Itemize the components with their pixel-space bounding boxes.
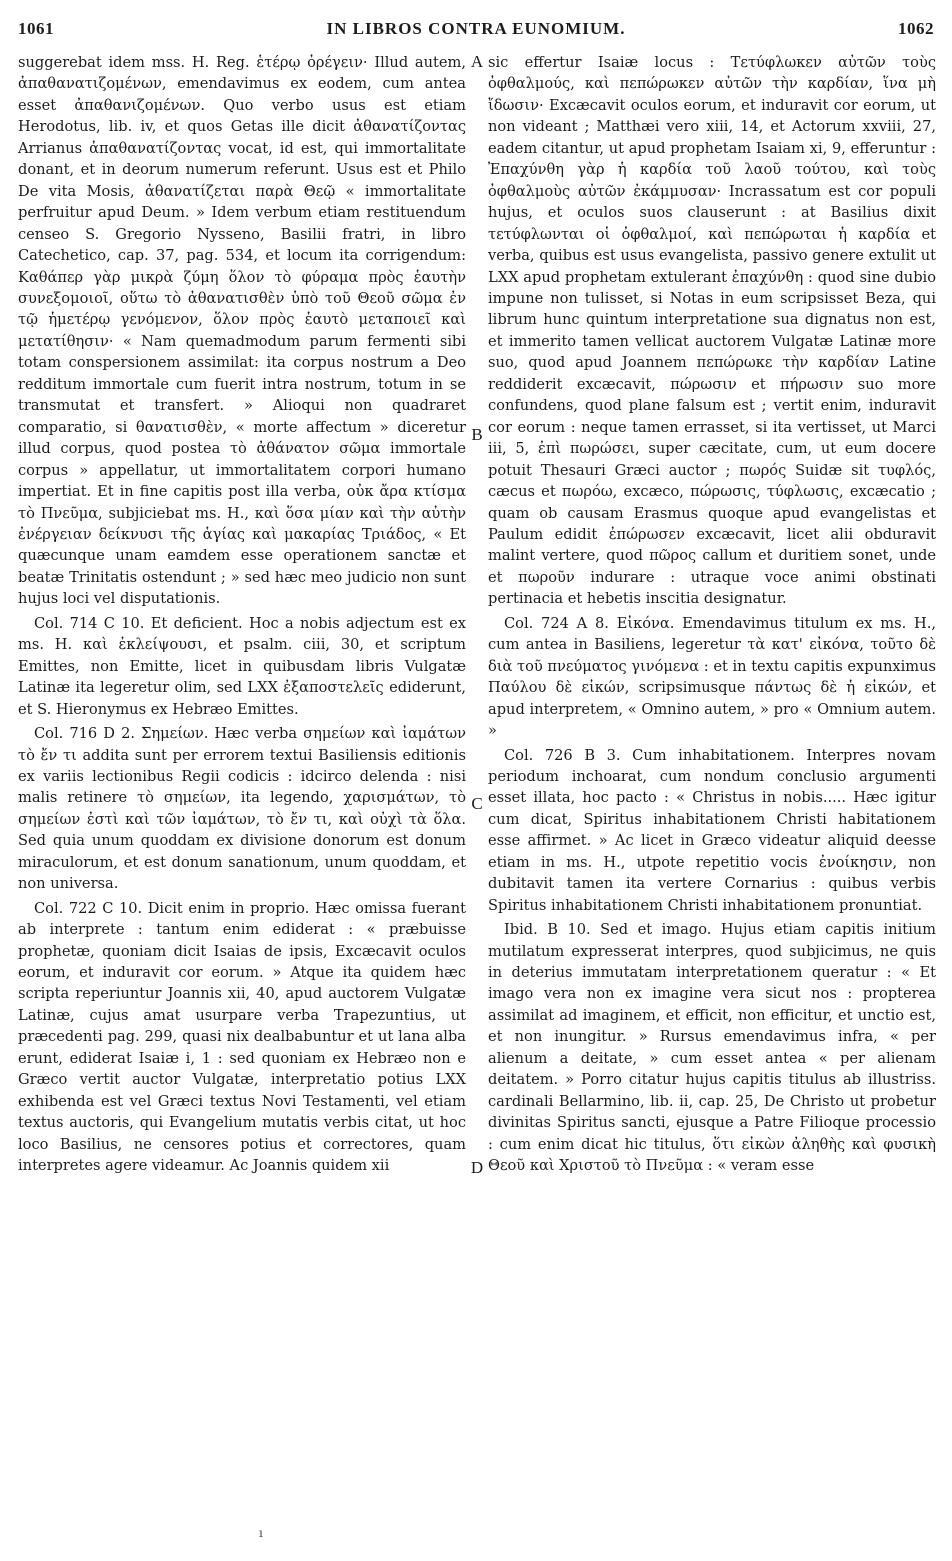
margin-letter-b: B	[471, 425, 483, 444]
left-paragraph-4: Col. 722 C 10. Dicit enim in proprio. Hæc omissa fuerant ab interprete : tantum enim ediderat : « præbuisse prophetæ, quoniam dicit Isaias de ipsis, Excæcavit oculos eorum, et induravit cor eorum. » Atque ita quidem hæc scripta reperiuntur Joannis xii, 40, apud auctorem Vulgatæ Latinæ, cujus amat usurpare verba Trapezuntius, ut præcedenti pag. 299, quasi nix dealbabuntur et ut lana alba erunt, ediderat Isaiæ i, 1 : sed quoniam ex Hebræo non e Græco vertit auctor Vulgatæ, interpretatio potius LXX exhibenda est vel Græci textus Novi Testamenti, vel etiam textus auctoris, qui Evangelium mutatis verbis citat, ut hoc loco Basilius, ne censores potius et correctores, quam interpretes agere videamur. Ac Joannis quidem xii	[18, 899, 466, 1175]
margin-letter-d: D	[470, 1158, 484, 1177]
right-column	[488, 52, 936, 1177]
left-paragraph-1: suggerebat idem mss. H. Reg. ἑτέρῳ ὀρέγειν· Illud autem, ἀπαθανατιζομένων, emendavimus ex eodem, cum antea esset ἀπαθανιζομένων. Quo verbo usus est etiam Herodotus, lib. iv, et quos Getas ille dicit ἀθανατίζοντας Arrianus ἀπαθανατίζοντας vocat, id est, qui immortalitate donant, et in deorum numerum referunt. Usus est et Philo De vita Mosis, ἀθανατίζεται παρὰ Θεῷ « immortalitate perfruitur apud Deum. » Idem verbum etiam restituendum censeo S. Gregorio Nysseno, Basilii fratri, in libro Catechetico, cap. 37, pag. 534, et locum ita corrigendum: Καθάπερ γὰρ μικρὰ ζύμη ὅλον τὸ φύραμα πρὸς ἑαυτὴν συνεξομοιοῖ, οὕτω τὸ ἀθανατισθὲν ὑπὸ τοῦ Θεοῦ σῶμα ἐν τῷ ἡμετέρῳ γενόμενον, ὅλον πρὸς ἑαυτὸ μεταποιεῖ καὶ μετατίθησιν· « Nam quemadmodum parum fermenti sibi totam conspersionem assimilat: ita corpus nostrum a Deo redditum immortale cum fuerit intra nostrum, totum in se transmutat et transfert. » Alioqui non quadraret comparatio, si θανατισθὲν, « morte affectum » diceretur illud corpus, quod postea τὸ ἀθάνατον σῶμα immortale corpus » appellatur, ut immortalitatem corpori humano impertiat. Et in fine capitis post illa verba, οὐκ ἄρα κτίσμα τὸ Πνεῦμα, subjiciebat ms. H., καὶ ὅσα μίαν καὶ τὴν αὐτὴν ἐνέργειαν δείκνυσι τῆς ἁγίας καὶ μακαρίας Τριάδος, « Et quæcunque unam eamdem esse operationem sanctæ et beatæ Trinitatis ostendunt ; » sed hæc meo judicio non sunt hujus loci vel disputationis.	[18, 54, 466, 608]
running-header	[18, 14, 934, 44]
running-title: IN LIBROS CONTRA EUNOMIUM.	[326, 19, 626, 38]
right-paragraph-1: sic effertur Isaiæ locus : Τετύφλωκεν αὐτῶν τοὺς ὀφθαλμούς, καὶ πεπώρωκεν αὐτῶν τὴν καρδίαν, ἵνα μὴ ἴδωσιν· Excæcavit oculos eorum, et induravit cor eorum, ut non videant ; Matthæi vero xiii, 14, et Actorum xxviii, 27, eadem citantur, ut apud prophetam Isaiam xi, 9, efferuntur : Ἐπαχύνθη γὰρ ἡ καρδία τοῦ λαοῦ τούτου, καὶ τοὺς ὀφθαλμοὺς αὐτῶν ἐκάμμυσαν· Incrassatum est cor populi hujus, et oculos suos clauserunt : at Basilius dixit τετύφλωνται οἱ ὀφθαλμοί, καὶ πεπώρωται ἡ καρδία et verba, quibus est usus evangelista, passivo genere extulit ut LXX apud prophetam extulerant ἐπαχύνθη : quod sine dubio impune non tulisset, si Notas in eum scripsisset Beza, qui librum hunc quintum interpretatione sua dignatus non est, et immerito tamen vellicat auctorem Vulgatæ Latinæ more suo, quod apud Joannem πεπώρωκε τὴν καρδίαν Latine reddiderit excæcavit, πώρωσιν et πήρωσιν suo more confundens, quod plane falsum est ; vertit enim, induravit cor eorum : neque tamen errasset, si ita vertisset, ut Marci iii, 5, ἐπὶ πωρώσει, super cæcitate, cum, ut eum docere potuit Thesauri Græci auctor ; πωρός Suidæ sit τυφλός, cæcus et πωρόω, excæco, πώρωσις, τύφλωσις, excæcatio ; quam ob causam Erasmus quoque apud evangelistas et Paulum edidit ἐπώρωσεν excæcavit, licet alii obduravit malint vertere, quod πῶρος callum et duritiem sonet, unde et πωροῦν indurare : utraque voce animi obstinati pertinacia et hebetis inscitia designatur.	[488, 54, 936, 608]
margin-letter-a: A	[470, 52, 484, 71]
left-column	[18, 52, 466, 1177]
right-paragraph-2: Col. 724 A 8. Εἰκόνα. Emendavimus titulum ex ms. H., cum antea in Basiliens, legeretur τὰ κατ' εἰκόνα, τοῦτο δὲ διὰ τοῦ πνεύματος γινόμενα : et in textu capitis expunximus Παύλου δὲ εἰκών, scripsimusque πάντως δὲ ἡ εἰκών, et apud interpretem, « Omnino autem, » pro « Omnium autem. »	[488, 614, 937, 740]
footer-mark: ı	[259, 1526, 263, 1540]
margin-letter-c: C	[471, 794, 483, 813]
left-paragraph-3: Col. 716 D 2. Σημείων. Hæc verba σημείων καὶ ἰαμάτων τὸ ἔν τι addita sunt per errorem textui Basiliensis editionis ex variis lectionibus Regii codicis : idcirco delenda : nisi malis retinere τὸ σημείων, ita legendo, χαρισμάτων, τὸ σημείων ἐστὶ καὶ τῶν ἰαμάτων, τὸ ἔν τι, καὶ οὐχὶ τὰ ὅλα. Sed quia unum quoddam ex divisione donorum est donum miraculorum, et est donum sanationum, unum quoddam, et non universa.	[18, 725, 466, 893]
right-paragraph-4: Ibid. B 10. Sed et imago. Hujus etiam capitis initium mutilatum expresserat interpres, quod subjicimus, ne quis in deterius immutatam interpretationem queratur : « Et imago vera non ex imagine vera sicut nos : propterea assimilat ad imaginem, et efficit, non efficitur, et unctio est, et non inungitur. » Rursus emendavimus infra, « per alienum a deitate, » cum esset antea « per alienam deitatem. » Porro citatur hujus capitis titulus ab illustriss. cardinali Bellarmino, lib. ii, cap. 25, De Christo ut probetur divinitas Spiritus sancti, ejusque a Patre Filioque processio : cum enim dicat hic titulus, ὅτι εἰκὼν ἀληθὴς καὶ φυσικὴ Θεοῦ καὶ Χριστοῦ τὸ Πνεῦμα : « veram esse	[488, 921, 936, 1175]
left-paragraph-2: Col. 714 C 10. Et deficient. Hoc a nobis adjectum est ex ms. H. καὶ ἐκλείψουσι, et psalm. ciii, 30, et scriptum Emittes, non Emitte, licet in quibusdam libris Vulgatæ Latinæ ita legeretur olim, sed LXX ἐξαποστελεῖς ediderunt, et S. Hieronymus ex Hebræo Emittes.	[18, 614, 466, 718]
page-number-right: 1062	[897, 19, 934, 38]
page-number-left: 1061	[18, 19, 54, 38]
right-paragraph-3: Col. 726 B 3. Cum inhabitationem. Interpres novam periodum inchoarat, cum nondum conclusio argumenti esset illata, hoc pacto : « Christus in nobis..... Hæc igitur cum dicat, Spiritus inhabitationem Christi habitationem esse affirmet. » Ac licet in Græco videatur aliquid deesse etiam in ms. H., utpote repetitio vocis ἐνοίκησιν, non dubitavit tamen ita vertere Cornarius : quibus verbis Spiritus inhabitationem Christi inhabitationem pronuntiat.	[488, 746, 936, 914]
